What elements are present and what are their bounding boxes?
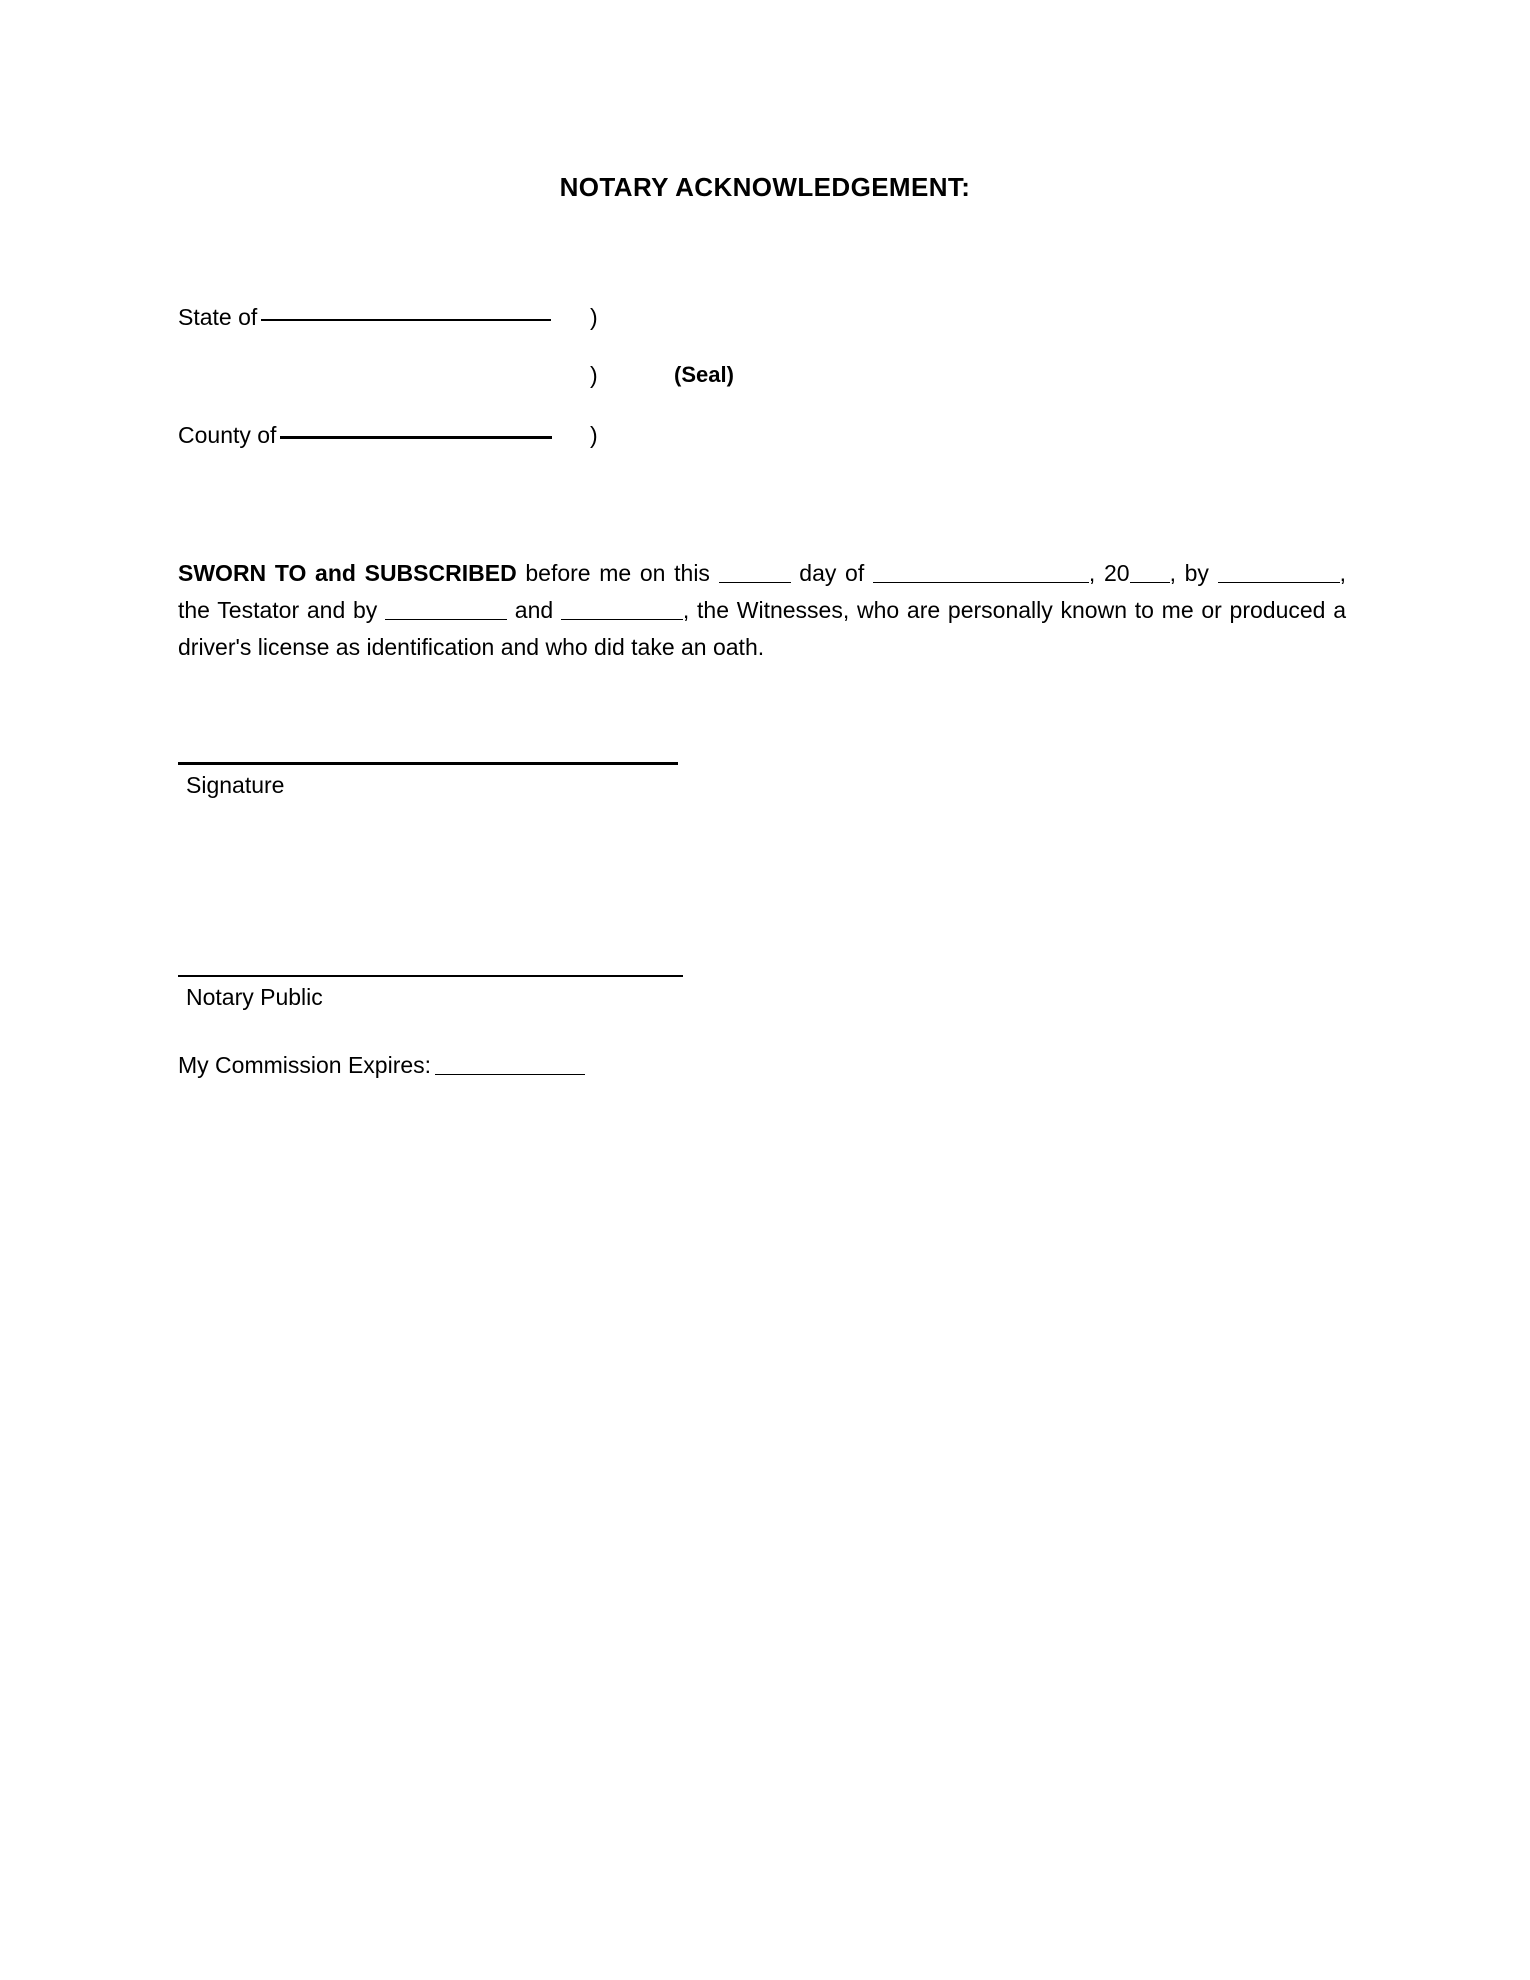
witness-two-blank[interactable] [561,600,683,620]
sworn-text-1: before me on this [516,560,719,586]
state-row [178,300,1178,358]
commission-expires-label: My Commission Expires: [178,1052,432,1078]
month-blank[interactable] [873,563,1089,583]
commission-expires-blank[interactable] [435,1055,585,1075]
notary-public-caption: Notary Public [186,984,323,1010]
county-label: County of [178,422,277,448]
seal-row [178,358,1178,418]
middle-paren: ) [590,362,598,388]
sworn-text-7: , the Witnesses, who are personally known to me or produced a driver's license as identification and who did take an oath. [178,597,1346,660]
testator-name-blank[interactable] [1218,563,1340,583]
commission-expires-row [178,1048,585,1082]
county-row [178,418,1178,476]
sworn-text-3: , 20 [1088,560,1130,586]
notary-block [178,975,683,1014]
county-paren: ) [590,422,598,448]
page-title: NOTARY ACKNOWLEDGEMENT: [559,172,971,202]
signature-caption: Signature [186,772,285,798]
state-paren: ) [590,304,598,330]
sworn-text-2: day of [790,560,873,586]
county-input-line[interactable] [280,436,552,439]
sworn-text-5: , the Testator and by [178,560,1346,623]
state-input-line[interactable] [261,319,551,321]
venue-block [178,300,1178,476]
year-blank[interactable] [1130,563,1170,583]
sworn-lead-text: SWORN TO and SUBSCRIBED [178,560,517,586]
day-blank[interactable] [719,563,791,583]
signature-block [178,762,678,802]
sworn-paragraph [178,555,1346,666]
seal-label: (Seal) [674,362,734,387]
state-label: State of [178,304,258,330]
sworn-text-6: and [507,597,561,623]
sworn-text-4: , by [1169,560,1218,586]
witness-one-blank[interactable] [385,600,507,620]
